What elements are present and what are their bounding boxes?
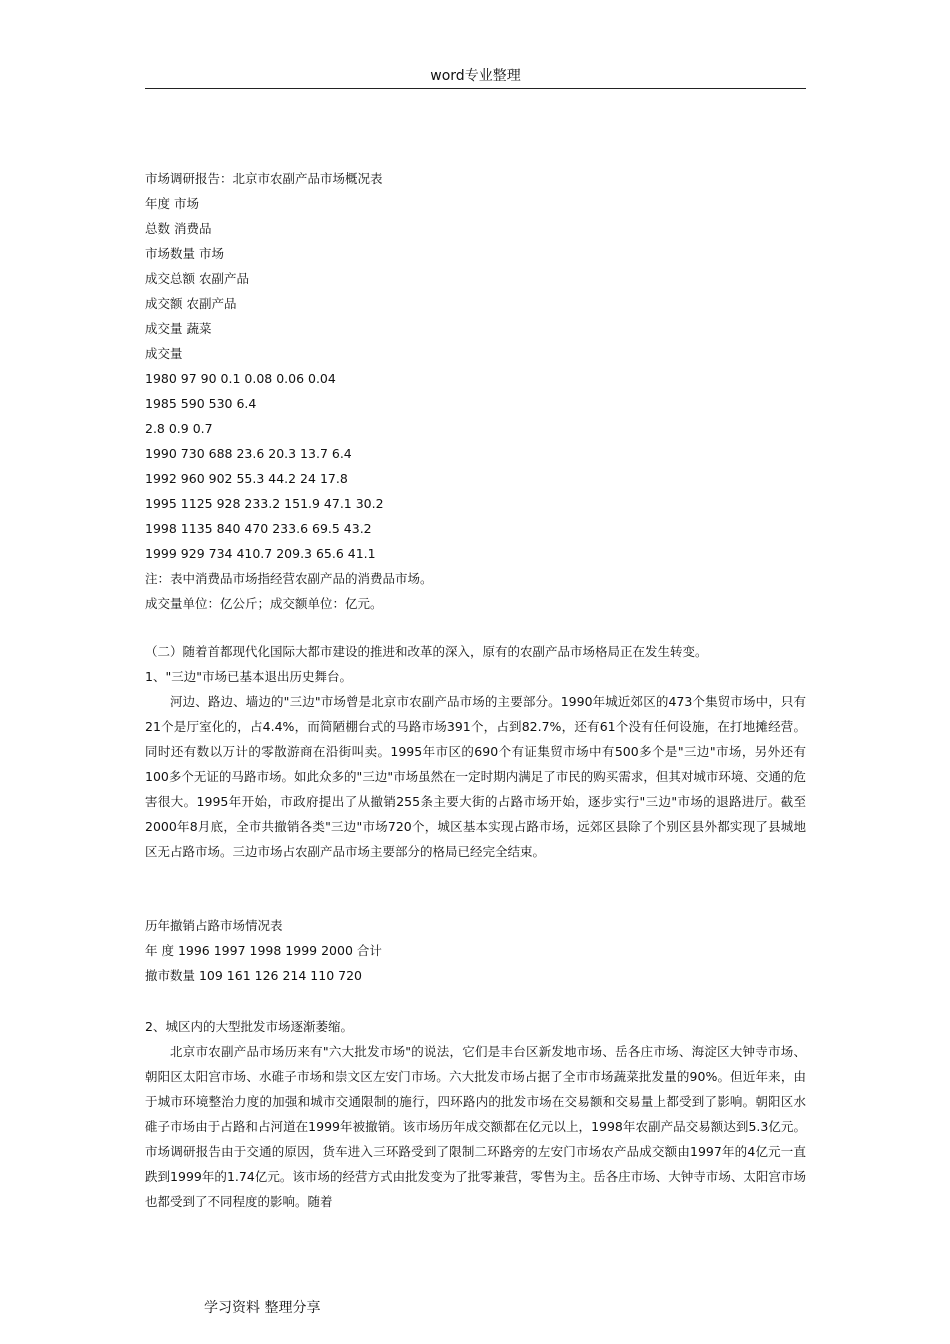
page-footer: 学习资料 整理分享: [204, 1300, 321, 1316]
table-row: 1998 1135 840 470 233.6 69.5 43.2: [145, 521, 372, 536]
table-row: 1995 1125 928 233.2 151.9 47.1 30.2: [145, 496, 384, 511]
table-line: 成交额 农副产品: [145, 296, 237, 311]
section-heading: （二）随着首都现代化国际大都市建设的推进和改革的深入，原有的农副产品市场格局正在发生转变。: [145, 644, 708, 659]
table-line: 成交总额 农副产品: [145, 271, 249, 286]
table-row: 1985 590 530 6.4: [145, 396, 257, 411]
table-row: 年 度 1996 1997 1998 1999 2000 合计: [145, 943, 382, 958]
body-paragraph: 北京市农副产品市场历来有"六大批发市场"的说法，它们是丰台区新发地市场、岳各庄市场、海淀区大钟寺市场、朝阳区太阳宫市场、水碓子市场和崇文区左安门市场。六大批发市场占据了全市市场蔬菜批发量的90%。但近年来，由于城市环境整治力度的加强和城市交通限制的施行，四环路内的批发市场在交易额和交易量上都受到了影响。朝阳区水碓子市场由于占路和占河道在1999年被撤销。该市场历年成交额都在亿元以上，1998年农副产品交易额达到5.3亿元。市场调研报告由于交通的原因，货车进入三环路受到了限制二环路旁的左安门市场农产品成交额由1997年的4亿元一直跌到1999年的1.74亿元。该市场的经营方式由批发变为了批零兼营，零售为主。岳各庄市场、大钟寺市场、太阳宫市场也都受到了不同程度的影响。随着: [145, 1044, 806, 1209]
table-note: 注：表中消费品市场指经营农副产品的消费品市场。: [145, 571, 433, 586]
table-row: 撤市数量 109 161 126 214 110 720: [145, 968, 362, 983]
table-title: 历年撤销占路市场情况表: [145, 918, 283, 933]
table-line: 总数 消费品: [145, 221, 212, 236]
table-line: 市场数量 市场: [145, 246, 224, 261]
table-row: 1992 960 902 55.3 44.2 24 17.8: [145, 471, 348, 486]
header-divider: [145, 88, 806, 89]
table-row: 1990 730 688 23.6 20.3 13.7 6.4: [145, 446, 352, 461]
table-line: 年度 市场: [145, 196, 199, 211]
table-row: 1980 97 90 0.1 0.08 0.06 0.04: [145, 371, 336, 386]
cleared-markets-table: [145, 913, 806, 988]
item-heading-block: [145, 1014, 806, 1039]
item-heading: 1、"三边"市场已基本退出历史舞台。: [145, 669, 352, 684]
market-overview-table: [145, 166, 806, 616]
table-line: 成交量: [145, 346, 183, 361]
body-paragraph: 河边、路边、墙边的"三边"市场曾是北京市农副产品市场的主要部分。1990年城近郊区的473个集贸市场中，只有21个是厅室化的，占4.4%，而简陋棚台式的马路市场391个，占到82.7%，还有61个没有任何设施，在打地摊经营。同时还有数以万计的零散游商在沿街叫卖。1995年市区的690个有证集贸市场中有500多个是"三边"市场，另外还有100多个无证的马路市场。如此众多的"三边"市场虽然在一定时期内满足了市民的购买需求，但其对城市环境、交通的危害很大。1995年开始，市政府提出了从撤销255条主要大街的占路市场开始，逐步实行"三边"市场的退路进厅。截至2000年8月底，全市共撤销各类"三边"市场720个，城区基本实现占路市场，远郊区县除了个别区县外都实现了县城地区无占路市场。三边市场占农副产品市场主要部分的格局已经完全结束。: [145, 694, 806, 859]
table-title: 市场调研报告：北京市农副产品市场概况表: [145, 171, 383, 186]
table-row: 1999 929 734 410.7 209.3 65.6 41.1: [145, 546, 376, 561]
table-units: 成交量单位：亿公斤；成交额单位：亿元。: [145, 596, 383, 611]
item-heading: 2、城区内的大型批发市场逐渐萎缩。: [145, 1019, 353, 1034]
page-header: word专业整理: [430, 68, 521, 84]
section-heading-block: [145, 639, 806, 689]
table-row: 2.8 0.9 0.7: [145, 421, 213, 436]
table-line: 成交量 蔬菜: [145, 321, 212, 336]
